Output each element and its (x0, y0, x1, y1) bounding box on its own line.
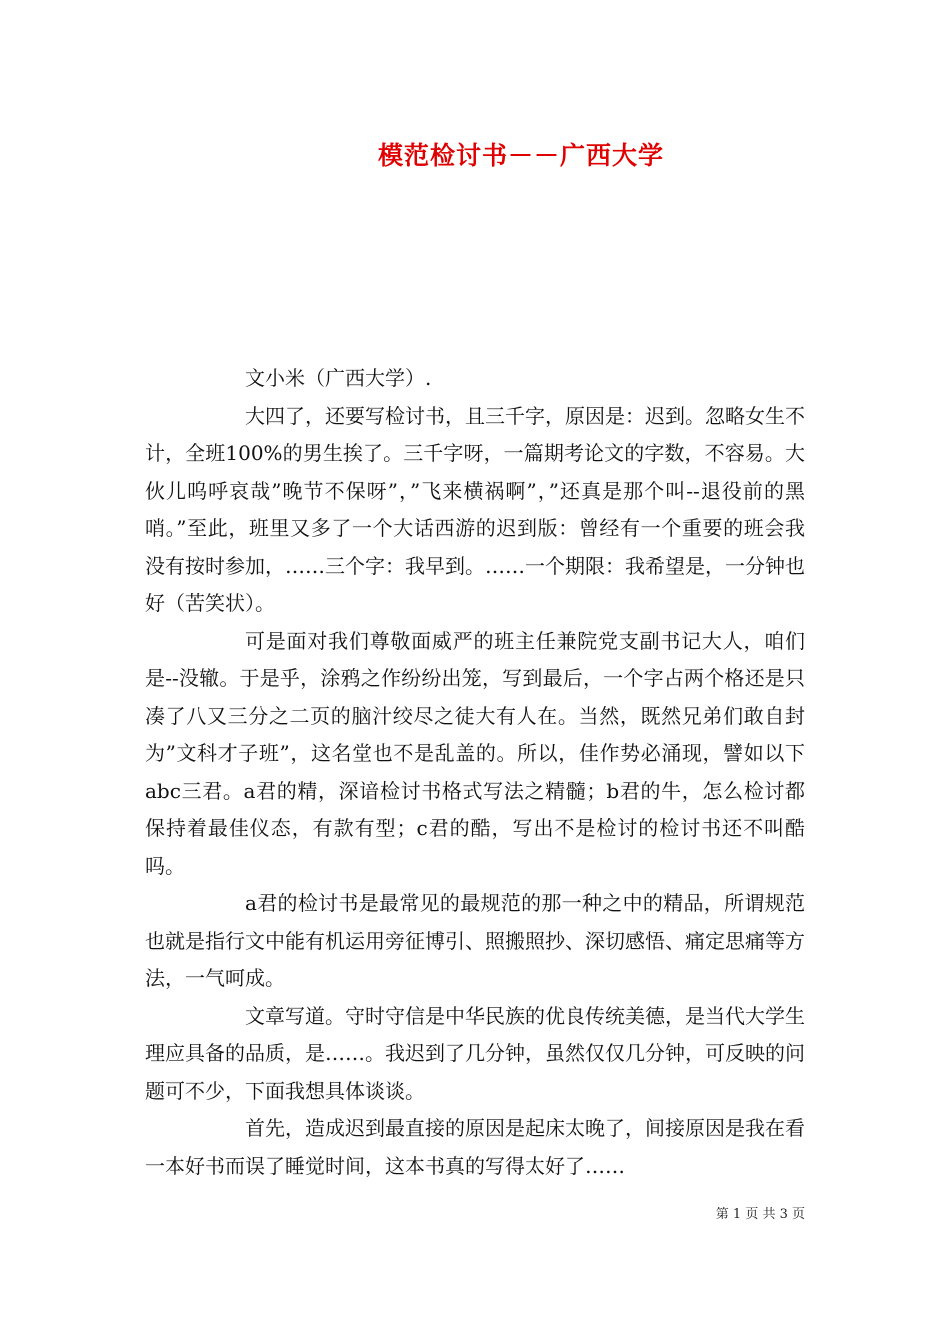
paragraph-author: 文小米（广西大学）. (245, 366, 432, 390)
document-body (145, 360, 805, 1185)
paragraph: 文章写道。守时守信是中华民族的优良传统美德，是当代大学生理应具备的品质，是……。我迟到了几分钟，虽然仅仅几分钟，可反映的问题可不少，下面我想具体谈谈。 (145, 1003, 805, 1103)
paragraph: 可是面对我们尊敬面威严的班主任兼院党支副书记大人，咱们是--没辙。于是乎，涂鸦之作纷纷出笼，写到最后，一个字占两个格还是只凑了八又三分之二页的脑汁绞尽之徒大有人在。当然，既然兄弟们敢自封为”文科才子班”，这名堂也不是乱盖的。所以，佳作势必涌现，譬如以下abc三君。a君的精，深谙检讨书格式写法之精髓；b君的牛，怎么检讨都保持着最佳仪态，有款有型；c君的酷，写出不是检讨的检讨书还不叫酷吗。 (145, 628, 805, 878)
paragraph: 首先，造成迟到最直接的原因是起床太晚了，间接原因是我在看一本好书而误了睡觉时间，这本书真的写得太好了…… (145, 1116, 805, 1178)
document-title: 模范检讨书－－广西大学 (377, 141, 664, 170)
paragraph: a君的检讨书是最常见的最规范的那一种之中的精品，所谓规范也就是指行文中能有机运用旁征博引、照搬照抄、深切感悟、痛定思痛等方法，一气呵成。 (145, 891, 805, 990)
paragraph: 大四了，还要写检讨书，且三千字，原因是：迟到。忽略女生不计，全班100%的男生挨了。三千字呀，一篇期考论文的字数，不容易。大伙儿呜呼哀哉”晚节不保呀”，”飞来横祸啊”，”还真是那个叫--退役前的黑哨。”至此，班里又多了一个大话西游的迟到版：曾经有一个重要的班会我没有按时参加，……三个字：我早到。……一个期限：我希望是，一分钟也好（苦笑状）。 (145, 403, 805, 615)
page-number-footer: 第 1 页 共 3 页 (715, 1207, 805, 1222)
